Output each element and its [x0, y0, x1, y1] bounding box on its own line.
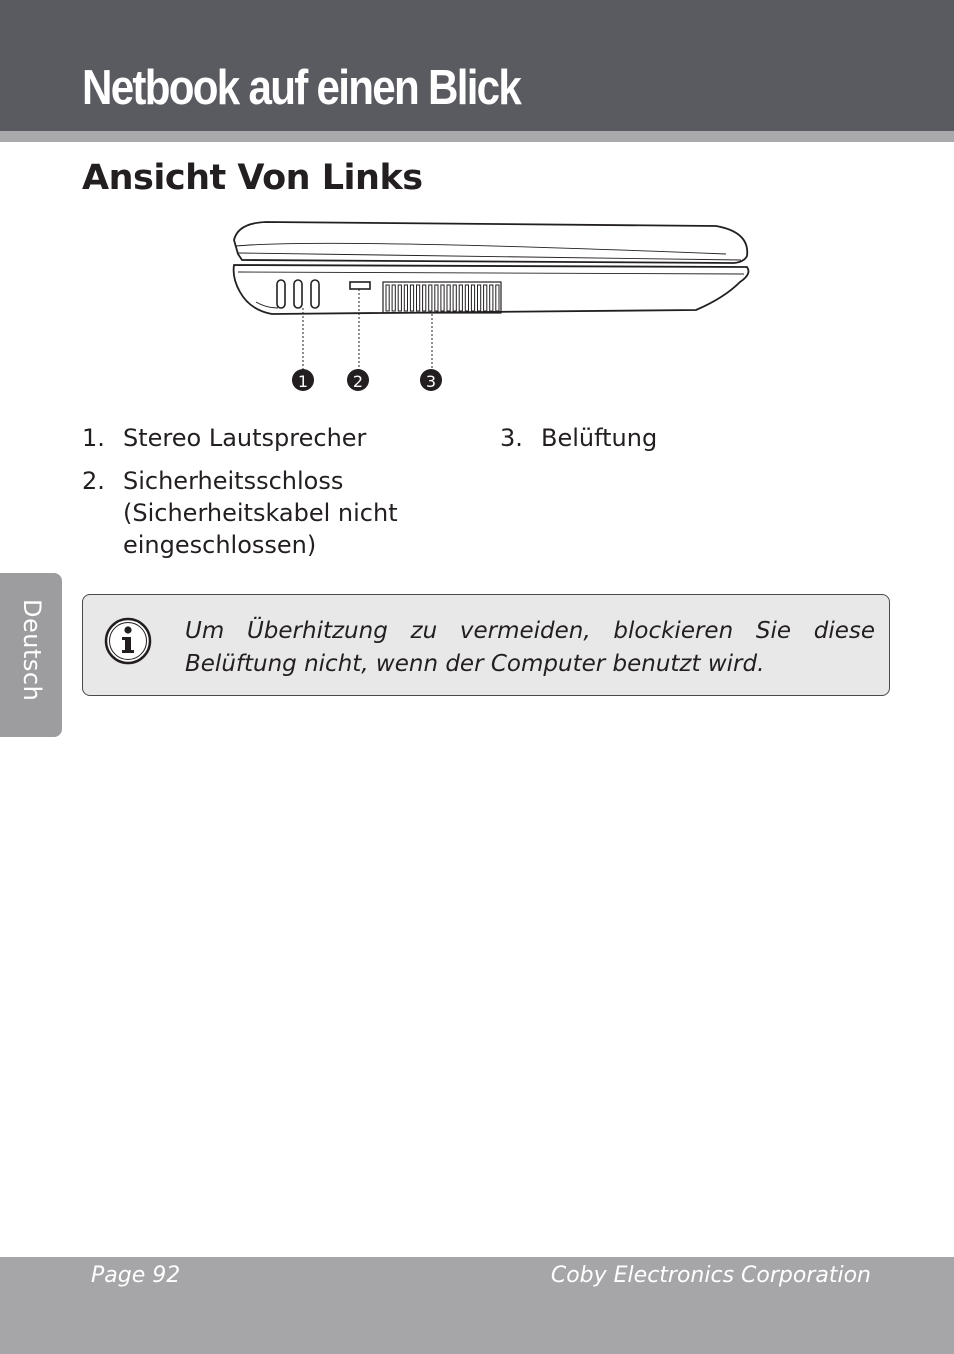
header-stripe: [0, 131, 954, 142]
list-item: [500, 422, 880, 454]
item-number: 1.: [82, 424, 105, 452]
item-number: 2.: [82, 467, 105, 495]
footer: [0, 1257, 954, 1354]
language-tab-label: Deutsch: [18, 599, 46, 702]
footer-company: Coby Electronics Corporation: [550, 1263, 871, 1288]
section-title: Ansicht Von Links: [82, 158, 423, 198]
info-note: [82, 594, 890, 696]
item-number: 3.: [500, 424, 523, 452]
note-text: Um Überhitzung zu vermeiden, blockieren Sie diese Belüftung nicht, wenn der Computer benutzt wird.: [185, 618, 875, 677]
page-title: Netbook auf einen Blick: [82, 61, 521, 115]
footer-page-number: Page 92: [91, 1263, 181, 1288]
svg-text:2: 2: [352, 372, 364, 391]
callout-3: [420, 369, 442, 391]
item-text: Belüftung: [541, 424, 658, 452]
item-text: Sicherheitsschloss (Sicherheitskabel nicht eingeschlossen): [123, 467, 398, 559]
feature-list-right: [500, 422, 880, 465]
svg-text:3: 3: [425, 372, 437, 391]
list-item: [82, 465, 454, 561]
netbook-left-side-diagram: [226, 218, 756, 398]
svg-text:1: 1: [297, 372, 309, 391]
callout-2: [347, 369, 369, 391]
language-tab: [0, 573, 62, 737]
callout-1: [292, 369, 314, 391]
list-item: [82, 422, 454, 454]
item-text: Stereo Lautsprecher: [123, 424, 367, 452]
info-icon: [103, 616, 153, 666]
feature-list-left: [82, 422, 454, 572]
